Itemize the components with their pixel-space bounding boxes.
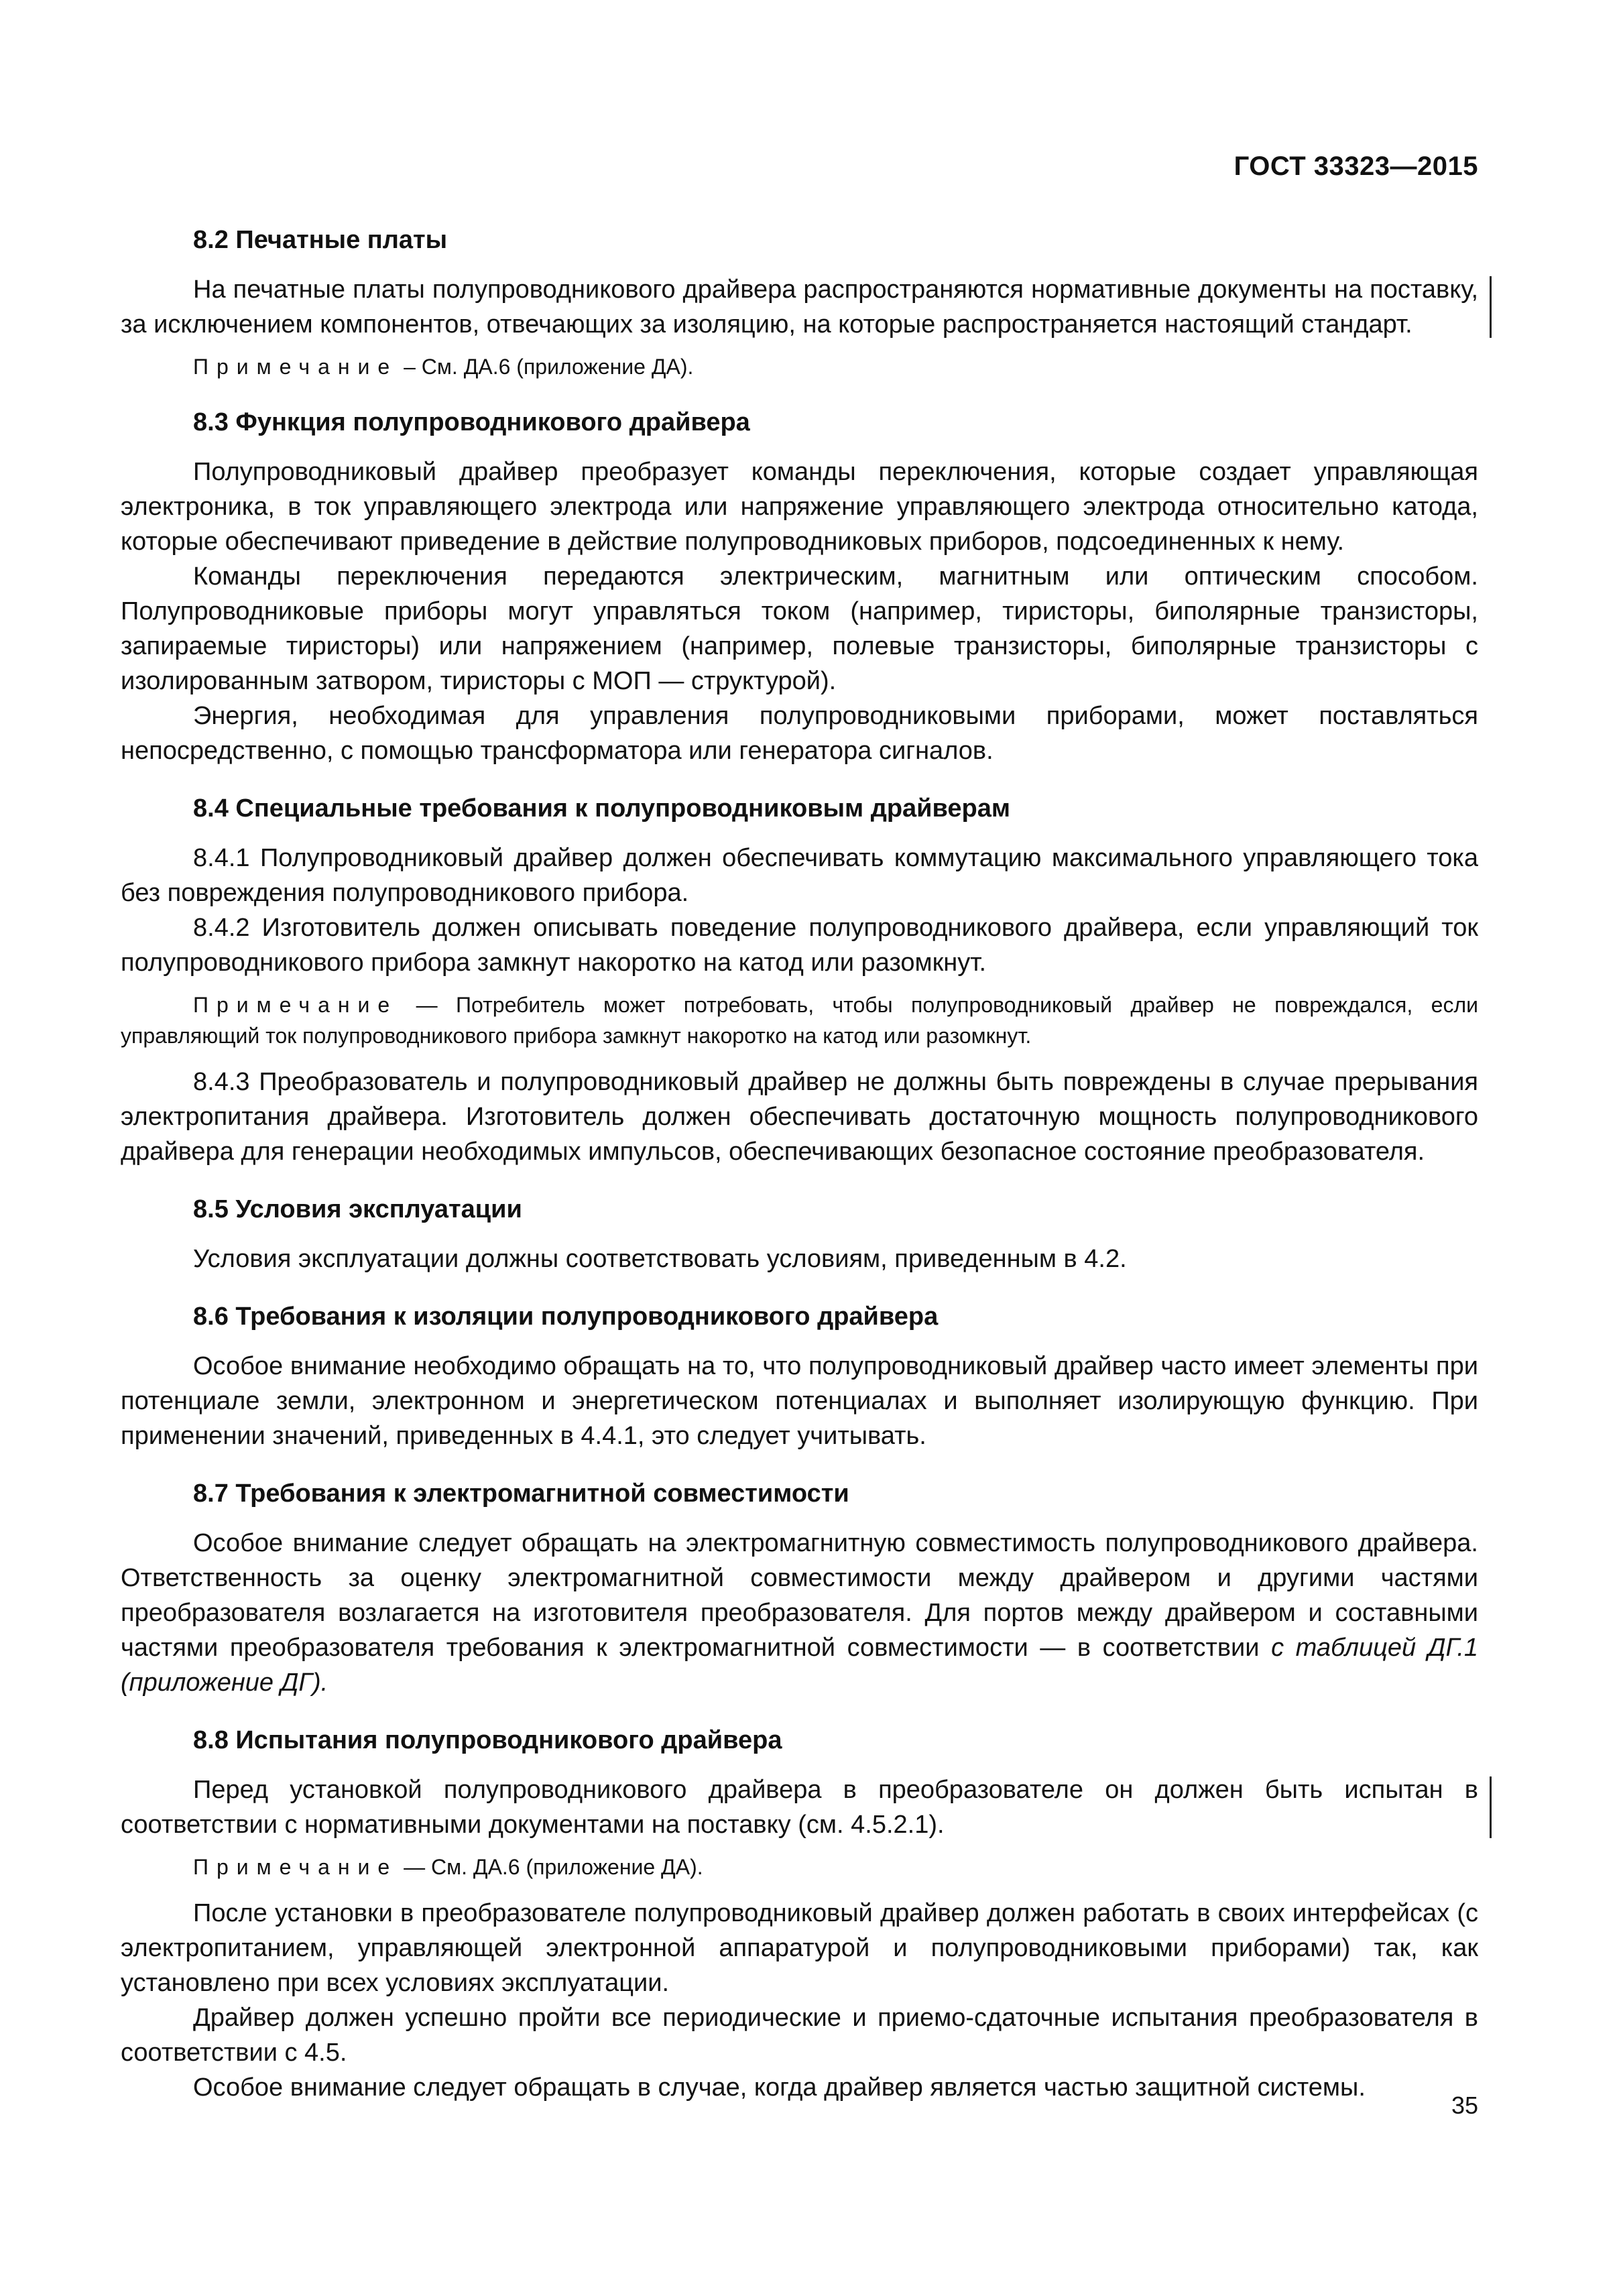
section-8-4-title: 8.4 Специальные требования к полупроводниковым драйверам <box>193 794 1010 823</box>
note-text: — Потребитель может потребовать, чтобы полупроводниковый драйвер не повреждался, если управляющий ток полупроводникового прибора замкнут накоротко на катод или разомкнут. <box>121 993 1479 1048</box>
section-8-3-paragraph-1: Полупроводниковый драйвер преобразует команды переключения, которые создает управляющая электроника, в ток управляющего электрода или напряжение управляющего электрода относительно катода, которые обеспечивают приведение в действие полупроводниковых приборов, подсоединенных к нему. <box>121 458 1478 556</box>
note-label: Примечание <box>193 355 398 379</box>
section-8-3-paragraph-3: Энергия, необходимая для управления полупроводниковыми приборами, может поставляться непосредственно, с помощью трансформатора или генератора сигналов. <box>121 702 1478 765</box>
section-8-8-paragraph-3: Драйвер должен успешно пройти все периодические и приемо-сдаточные испытания преобразователя в соответствии с 4.5. <box>121 2004 1478 2067</box>
section-8-8-paragraph-4: Особое внимание следует обращать в случае, когда драйвер является частью защитной системы. <box>193 2073 1366 2102</box>
section-8-8-note <box>121 1852 1478 1882</box>
section-8-7-title: 8.7 Требования к электромагнитной совместимости <box>193 1479 849 1508</box>
section-8-2-note <box>121 351 1478 382</box>
section-8-3-title: 8.3 Функция полупроводникового драйвера <box>193 408 750 436</box>
paragraph-text: Особое внимание следует обращать на электромагнитную совместимость полупроводникового драйвера. Ответственность за оценку электромагнитной совместимости между драйвером и другими частями преобразователя возлагается на изготовителя преобразователя. Для портов между драйвером и составными частями преобразователя требования к электромагнитной совместимости — в соответствии <box>121 1529 1478 1662</box>
section-8-8-title: 8.8 Испытания полупроводникового драйвера <box>193 1726 782 1754</box>
section-8-2-title: 8.2 Печатные платы <box>193 226 448 254</box>
page-content <box>121 223 1478 2105</box>
section-8-4-note <box>121 989 1478 1051</box>
section-8-6-paragraph: Особое внимание необходимо обращать на то, что полупроводниковый драйвер часто имеет элементы при потенциале земли, электронном и энергетическом потенциалах и выполняет изолирующую функцию. При применении значений, приведенных в 4.4.1, это следует учитывать. <box>121 1352 1478 1450</box>
section-8-7-paragraph <box>121 1526 1478 1700</box>
note-text: – См. ДА.6 (приложение ДА). <box>404 355 694 379</box>
section-8-5-paragraph: Условия эксплуатации должны соответствовать условиям, приведенным в 4.2. <box>193 1245 1127 1273</box>
section-8-4-3-paragraph: 8.4.3 Преобразователь и полупроводниковый драйвер не должны быть повреждены в случае прерывания электропитания драйвера. Изготовитель должен обеспечивать достаточную мощность полупроводникового драйвера для генерации необходимых импульсов, обеспечивающих безопасное состояние преобразователя. <box>121 1068 1478 1166</box>
section-8-6-title: 8.6 Требования к изоляции полупроводникового драйвера <box>193 1303 939 1331</box>
section-8-2-paragraph: На печатные платы полупроводникового драйвера распространяются нормативные документы на поставку, за исключением компонентов, отвечающих за изоляцию, на которые распространяется настоящий стандарт. <box>121 272 1478 342</box>
document-code-header: ГОСТ 33323—2015 <box>1234 152 1478 181</box>
page-number: 35 <box>1451 2092 1478 2119</box>
section-8-8-paragraph-2: После установки в преобразователе полупроводниковый драйвер должен работать в своих интерфейсах (с электропитанием, управляющей электронной аппаратурой и полупроводниковыми приборами) так, как установлено при всех условиях эксплуатации. <box>121 1899 1478 1997</box>
section-8-4-1-paragraph: 8.4.1 Полупроводниковый драйвер должен обеспечивать коммутацию максимального управляющего тока без повреждения полупроводникового прибора. <box>121 844 1478 907</box>
note-text: — См. ДА.6 (приложение ДА). <box>404 1855 703 1879</box>
section-8-3-paragraph-2: Команды переключения передаются электрическим, магнитным или оптическим способом. Полупроводниковые приборы могут управляться током (например, тиристоры, биполярные транзисторы, запираемые тиристоры) или напряжением (например, полевые транзисторы, биполярные транзисторы с изолированным затвором, тиристоры с МОП — структурой). <box>121 562 1478 695</box>
section-8-5-title: 8.5 Условия эксплуатации <box>193 1195 522 1223</box>
table-reference: с таблицей ДГ.1 (приложение ДГ). <box>121 1634 1479 1697</box>
note-label: Примечание <box>193 1855 398 1879</box>
section-8-4-2-paragraph: 8.4.2 Изготовитель должен описывать поведение полупроводникового драйвера, если управляющий ток полупроводникового прибора замкнут накоротко на катод или разомкнут. <box>121 914 1478 977</box>
section-8-8-paragraph-1: Перед установкой полупроводникового драйвера в преобразователе он должен быть испытан в соответствии с нормативными документами на поставку (см. 4.5.2.1). <box>121 1772 1478 1842</box>
note-label: Примечание <box>193 993 398 1017</box>
